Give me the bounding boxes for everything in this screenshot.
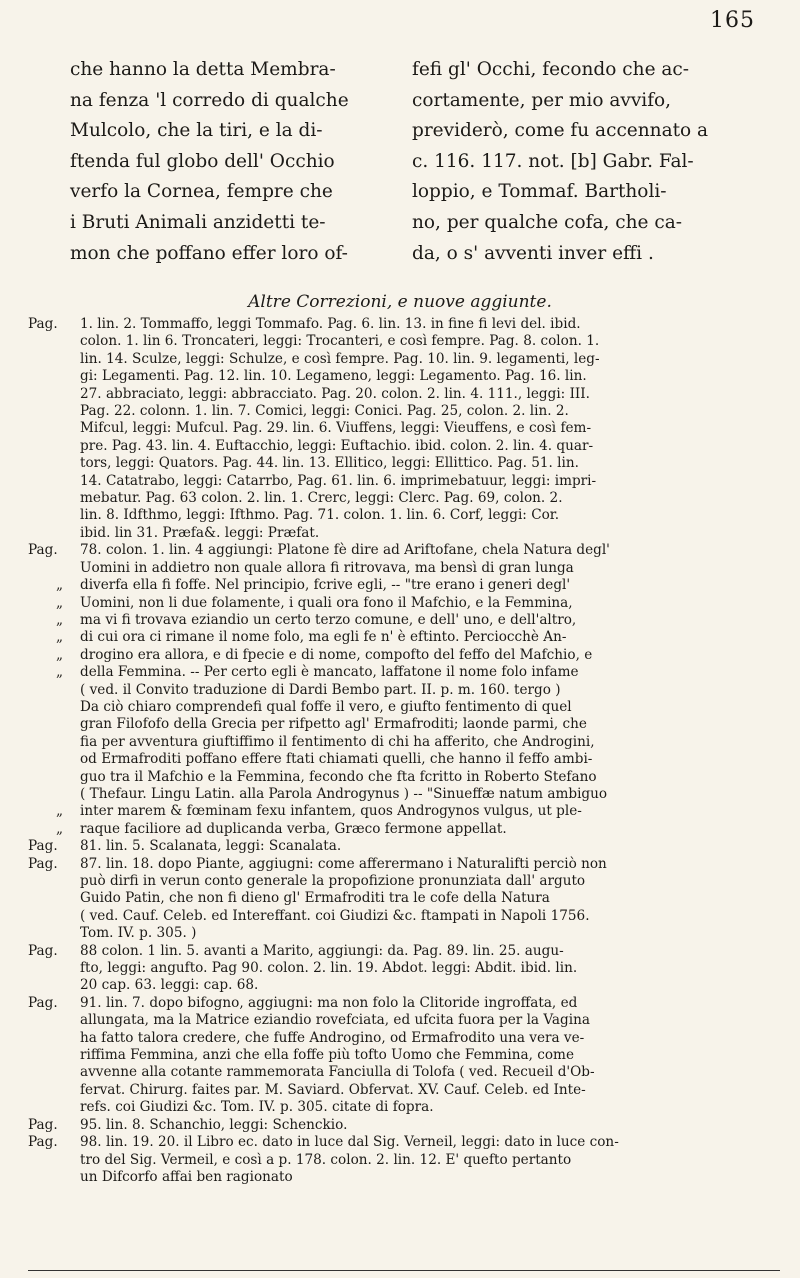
errata-line bbox=[80, 1117, 780, 1134]
errata-line bbox=[80, 890, 780, 907]
errata-line-text: Pag. 22. colonn. 1. lin. 7. Comici, leggi: Conici. Pag. 25, colon. 2. lin. 2. bbox=[80, 403, 569, 420]
errata-line-text: refs. coi Giudizi &c. Tom. IV. p. 305. citate di fopra. bbox=[80, 1099, 434, 1116]
errata-line bbox=[80, 490, 780, 507]
errata-line bbox=[80, 995, 780, 1012]
entry-label: Pag. bbox=[28, 855, 58, 872]
errata-line bbox=[56, 803, 780, 820]
errata-line bbox=[80, 525, 780, 542]
left-column bbox=[70, 55, 388, 269]
right-column-line: loppio, e Tommaf. Bartholi- bbox=[412, 181, 667, 203]
errata-line bbox=[80, 1099, 780, 1116]
errata-list bbox=[28, 316, 780, 1186]
errata-line-text: 87. lin. 18. dopo Piante, aggiugni: come afferermano i Naturalifti perciò non bbox=[80, 855, 607, 872]
errata-line-text: lin. 8. Idfthmo, leggi: Ifthmo. Pag. 71. colon. 1. lin. 6. Corf, leggi: Cor. bbox=[80, 507, 560, 524]
left-column-line: che hanno la detta Membra- bbox=[70, 59, 336, 80]
errata-line bbox=[80, 751, 780, 768]
errata-line bbox=[80, 507, 780, 524]
errata-line bbox=[80, 403, 780, 420]
errata-line-text: 95. lin. 8. Schanchio, leggi: Schenckio. bbox=[80, 1116, 348, 1133]
errata-line bbox=[80, 560, 780, 577]
errata-line-text: 98. lin. 19. 20. il Libro ec. dato in luce dal Sig. Verneil, leggi: dato in luce con- bbox=[80, 1134, 619, 1151]
errata-entry bbox=[28, 943, 780, 995]
errata-line-text: ( Thefaur. Lingu Latin. alla Parola Androgynus ) -- "Sinueffæ natum ambiguo bbox=[80, 785, 608, 802]
errata-line bbox=[80, 386, 780, 403]
errata-line-text: Uomini, non li due folamente, i quali ora fono il Mafchio, e la Femmina, bbox=[80, 594, 573, 611]
errata-line bbox=[80, 316, 780, 333]
errata-line-text: allungata, ma la Matrice eziandio rovefciata, ed ufcita fuora per la Vagina bbox=[80, 1012, 590, 1029]
quote-mark: „ bbox=[56, 629, 64, 646]
body-text bbox=[70, 55, 730, 269]
errata-line-text: Guido Patin, che non fi dieno gl' Ermafroditi tra le cofe della Natura bbox=[80, 890, 550, 907]
errata-line bbox=[56, 577, 780, 594]
errata-line-text: 88 colon. 1 lin. 5. avanti a Marito, aggiungi: da. Pag. 89. lin. 25. augu- bbox=[80, 942, 564, 959]
errata-line bbox=[56, 629, 780, 646]
errata-line-text: 27. abbraciato, leggi: abbracciato. Pag. 20. colon. 2. lin. 4. 111., leggi: III. bbox=[80, 385, 590, 402]
errata-line-text: un Difcorfo affai ben ragionato bbox=[80, 1168, 293, 1185]
errata-line bbox=[80, 542, 780, 559]
errata-line bbox=[56, 594, 780, 612]
errata-line-text: avvenne alla cotante rammemorata Fanciulla di Tolofa ( ved. Recueil d'Ob- bbox=[80, 1064, 595, 1081]
quote-mark: „ bbox=[56, 577, 64, 594]
errata-line-text: fto, leggi: angufto. Pag 90. colon. 2. lin. 19. Abdot. leggi: Abdit. ibid. lin. bbox=[80, 960, 578, 977]
errata-line-text: Uomini in addietro non quale allora fi ritrovava, ma bensì di gran lunga bbox=[80, 559, 574, 576]
errata-line bbox=[80, 1134, 780, 1151]
entry-label: Pag. bbox=[28, 316, 58, 332]
errata-line bbox=[56, 611, 780, 629]
errata-line bbox=[80, 420, 780, 437]
errata-line-text: inter marem & fœminam fexu infantem, quos Androgynos vulgus, ut ple- bbox=[80, 803, 582, 820]
errata-entry bbox=[28, 838, 780, 855]
errata-line-text: colon. 1. lin 6. Troncateri, leggi: Trocanteri, e così fempre. Pag. 8. colon. 1. bbox=[80, 333, 600, 350]
errata-line bbox=[80, 1064, 780, 1081]
right-column-line: no, per qualche cofa, che ca- bbox=[412, 211, 683, 233]
errata-line-text: di cui ora ci rimane il nome folo, ma egli fe n' è eftinto. Perciocchè An- bbox=[80, 629, 567, 646]
errata-line bbox=[80, 873, 780, 890]
errata-line-text: Tom. IV. p. 305. ) bbox=[80, 925, 197, 942]
right-column-line: c. 116. 117. not. [b] Gabr. Fal- bbox=[412, 150, 694, 172]
errata-line bbox=[80, 455, 780, 472]
errata-line-text: guo tra il Mafchio e la Femmina, fecondo che fta fcritto in Roberto Stefano bbox=[80, 768, 597, 785]
errata-line bbox=[80, 1030, 780, 1047]
quote-mark: „ bbox=[56, 803, 64, 820]
errata-line-text: ha fatto talora credere, che fuffe Androgino, od Ermafrodito una vera ve- bbox=[80, 1029, 585, 1046]
bottom-rule bbox=[28, 1270, 780, 1271]
errata-line bbox=[80, 1047, 780, 1064]
entry-label: Pag. bbox=[28, 1134, 58, 1151]
errata-line-text: della Femmina. -- Per certo egli è mancato, laffatone il nome folo infame bbox=[80, 664, 579, 681]
errata-line bbox=[80, 786, 780, 803]
errata-line-text: raque faciliore ad duplicanda verba, Græco fermone appellat. bbox=[80, 820, 507, 837]
errata-line bbox=[80, 1012, 780, 1029]
left-column-line: verfo la Cornea, fempre che bbox=[70, 181, 333, 203]
left-column-line: i Bruti Animali anzidetti te- bbox=[70, 211, 326, 233]
errata-line-text: fervat. Chirurg. faites par. M. Saviard. Obfervat. XV. Cauf. Celeb. ed Inte- bbox=[80, 1081, 586, 1098]
right-column bbox=[412, 55, 730, 269]
errata-line-text: ma vi fi trovava eziandio un certo terzo comune, e dell' uno, e dell'altro, bbox=[80, 611, 577, 628]
errata-line-text: Mifcul, leggi: Mufcul. Pag. 29. lin. 6. Viuffens, leggi: Vieuffens, e così fem- bbox=[80, 420, 592, 437]
errata-line bbox=[80, 716, 780, 733]
errata-line bbox=[80, 769, 780, 786]
errata-line bbox=[80, 838, 780, 855]
errata-line bbox=[80, 1169, 780, 1186]
errata-line-text: gran Filofofo della Grecia per rifpetto agl' Ermafroditi; laonde parmi, che bbox=[80, 716, 587, 733]
errata-line bbox=[80, 960, 780, 977]
entry-label: Pag. bbox=[28, 994, 58, 1011]
right-column-line: fefi gl' Occhi, fecondo che ac- bbox=[412, 59, 690, 80]
entry-label: Pag. bbox=[28, 1116, 58, 1133]
right-column-line: previderò, come fu accennato a bbox=[412, 120, 709, 142]
errata-line-text: 91. lin. 7. dopo bifogno, aggiugni: ma non folo la Clitoride ingroffata, ed bbox=[80, 994, 578, 1011]
errata-line bbox=[80, 1082, 780, 1099]
errata-line bbox=[80, 925, 780, 942]
right-column-line: da, o s' avventi inver effi . bbox=[412, 242, 654, 264]
quote-mark: „ bbox=[56, 594, 64, 611]
errata-line-text: ( ved. il Convito traduzione di Dardi Bembo part. II. p. m. 160. tergo ) bbox=[80, 681, 561, 698]
errata-line-text: lin. 14. Sculze, leggi: Schulze, e così fempre. Pag. 10. lin. 9. legamenti, leg- bbox=[80, 350, 600, 367]
errata-line bbox=[80, 368, 780, 385]
errata-line-text: Da ciò chiaro comprendefi qual foffe il vero, e giufto fentimento di quel bbox=[80, 698, 572, 715]
errata-line-text: tro del Sig. Vermeil, e così a p. 178. colon. 2. lin. 12. E' quefto pertanto bbox=[80, 1151, 572, 1168]
errata-line bbox=[80, 977, 780, 994]
quote-mark: „ bbox=[56, 646, 64, 663]
entry-label: Pag. bbox=[28, 942, 58, 959]
errata-line-text: drogino era allora, e di fpecie e di nome, compofto del feffo del Mafchio, e bbox=[80, 646, 593, 663]
entry-label: Pag. bbox=[28, 542, 58, 559]
errata-line bbox=[80, 1152, 780, 1169]
errata-line-text: mebatur. Pag. 63 colon. 2. lin. 1. Crerc, leggi: Clerc. Pag. 69, colon. 2. bbox=[80, 490, 563, 507]
errata-line bbox=[56, 664, 780, 681]
left-column-line: Mulcolo, che la tiri, e la di- bbox=[70, 120, 323, 142]
errata-line bbox=[56, 646, 780, 664]
errata-line-text: pre. Pag. 43. lin. 4. Euftacchio, leggi: Euftachio. ibid. colon. 2. lin. 4. quar- bbox=[80, 437, 594, 454]
quote-mark: „ bbox=[56, 820, 64, 837]
left-column-line: na fenza 'l corredo di qualche bbox=[70, 89, 349, 111]
errata-line-text: od Ermafroditi poffano effere ftati chiamati quelli, che hanno il feffo ambi- bbox=[80, 751, 593, 768]
errata-line-text: può dirfi in verun conto generale la propofizione pronunziata dall' arguto bbox=[80, 873, 586, 889]
errata-entry bbox=[28, 995, 780, 1117]
errata-line bbox=[80, 856, 780, 873]
errata-entry bbox=[28, 1117, 780, 1134]
left-column-line: ftenda ful globo dell' Occhio bbox=[70, 150, 335, 172]
errata-line bbox=[56, 820, 780, 838]
errata-line bbox=[80, 333, 780, 350]
errata-entry bbox=[28, 542, 780, 838]
left-column-line: mon che poffano effer loro of- bbox=[70, 242, 348, 264]
errata-line-text: 20 cap. 63. leggi: cap. 68. bbox=[80, 977, 259, 994]
errata-line-text: ( ved. Cauf. Celeb. ed Intereffant. coi Giudizi &c. ftampati in Napoli 1756. bbox=[80, 907, 590, 924]
page-number: 165 bbox=[710, 8, 755, 33]
errata-line-text: 1. lin. 2. Tommaffo, leggi Tommafo. Pag. 6. lin. 13. in fine fi levi del. ibid. bbox=[80, 316, 581, 332]
errata-entry bbox=[28, 1134, 780, 1186]
errata-title: Altre Correzioni, e nuove aggiunte. bbox=[248, 292, 552, 312]
errata-entry bbox=[28, 316, 780, 542]
errata-entry bbox=[28, 856, 780, 943]
errata-line bbox=[80, 682, 780, 699]
errata-line-text: fia per avventura giuftiffimo il fentimento di chi ha afferito, che Androgini, bbox=[80, 733, 595, 750]
quote-mark: „ bbox=[56, 611, 64, 628]
quote-mark: „ bbox=[56, 664, 64, 681]
entry-label: Pag. bbox=[28, 838, 58, 855]
right-column-line: cortamente, per mio avvifo, bbox=[412, 89, 672, 111]
errata-line-text: gi: Legamenti. Pag. 12. lin. 10. Legameno, leggi: Legamento. Pag. 16. lin. bbox=[80, 368, 587, 385]
errata-line bbox=[80, 473, 780, 490]
errata-line-text: diverfa ella fi foffe. Nel principio, fcrive egli, -- "tre erano i generi degl' bbox=[80, 577, 571, 594]
errata-line bbox=[80, 734, 780, 751]
errata-line bbox=[80, 943, 780, 960]
errata-line bbox=[80, 351, 780, 368]
errata-line bbox=[80, 908, 780, 925]
errata-line-text: 78. colon. 1. lin. 4 aggiungi: Platone fè dire ad Ariftofane, chela Natura degl' bbox=[80, 542, 610, 559]
errata-line-text: 81. lin. 5. Scalanata, leggi: Scanalata. bbox=[80, 838, 342, 855]
errata-line bbox=[80, 438, 780, 455]
errata-line-text: 14. Catatrabo, leggi: Catarrbo, Pag. 61. lin. 6. imprimebatuur, leggi: impri- bbox=[80, 472, 597, 489]
errata-line bbox=[80, 699, 780, 716]
errata-line-text: tors, leggi: Quators. Pag. 44. lin. 13. Ellitico, leggi: Ellittico. Pag. 51. lin. bbox=[80, 455, 579, 472]
errata-line-text: riffima Femmina, anzi che ella foffe più tofto Uomo che Femmina, come bbox=[80, 1047, 574, 1064]
errata-line-text: ibid. lin 31. Præfa&. leggi: Præfat. bbox=[80, 524, 320, 541]
